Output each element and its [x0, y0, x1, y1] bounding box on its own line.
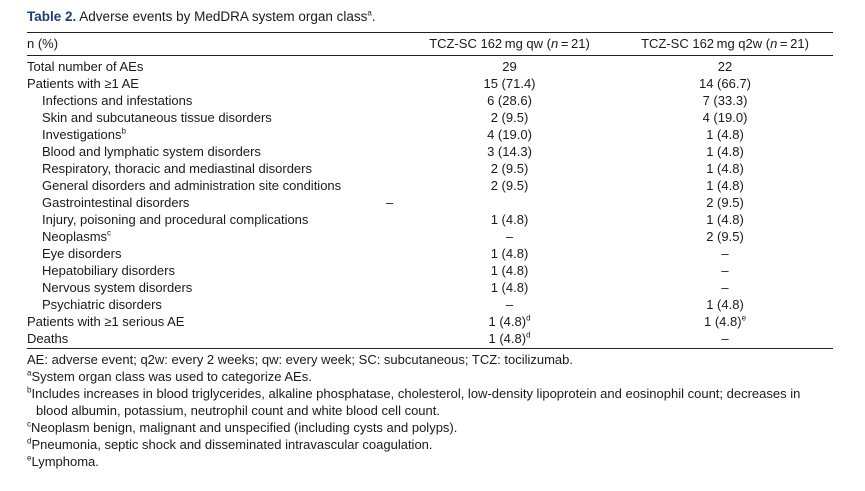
cell-qw: 6 (28.6)	[487, 93, 532, 108]
footnote-abbreviations: AE: adverse event; q2w: every 2 weeks; qw: every week; SC: subcutaneous; TCZ: tocilizumab.	[27, 352, 574, 367]
cell-qw: 2 (9.5)	[490, 161, 529, 176]
cell-q2w: –	[721, 263, 729, 278]
cell-qw: 4 (19.0)	[487, 127, 532, 142]
cell-q2w: 22	[717, 59, 733, 74]
table-row	[27, 211, 833, 228]
cell-q2w: –	[721, 246, 729, 261]
table-footnotes	[27, 351, 833, 470]
cell-q2w: –	[721, 280, 729, 295]
table-row	[27, 92, 833, 109]
row-label: Gastrointestinal disorders	[42, 195, 190, 210]
row-label: Hepatobiliary disorders	[42, 263, 175, 278]
cell-qw: 29	[502, 59, 517, 74]
cell-q2w: 1 (4.8)	[706, 127, 744, 142]
cell-qw: 1 (4.8)	[490, 246, 529, 261]
cell-qw: 1 (4.8)	[490, 212, 529, 227]
row-label: Investigations$^b$	[42, 126, 126, 142]
table-row	[27, 296, 833, 313]
cell-q2w: 1 (4.8)	[706, 297, 744, 312]
cell-q2w: –	[617, 330, 833, 349]
table-row	[27, 330, 833, 349]
cell-q2w: 1 (4.8)	[706, 144, 744, 159]
cell-qw: 1 $(4.8)^d$	[402, 330, 617, 349]
adverse-events-table	[27, 33, 833, 349]
footnote-d: $^d$Pneumonia, septic shock and disseminated intravascular coagulation.	[27, 436, 433, 452]
table-row	[27, 177, 833, 194]
row-label: Infections and infestations	[42, 93, 193, 108]
table-row	[27, 245, 833, 262]
cell-qw: 2 (9.5)	[490, 178, 529, 193]
footnote-mark: e	[741, 313, 747, 323]
footnote-mark: d	[526, 313, 531, 323]
table-caption: Adverse events by MedDRA system organ class	[79, 9, 368, 24]
footnote-b: $^b$Includes increases in blood triglycerides, alkaline phosphatase, cholesterol, low-density lipoprotein and eosinophil count; decreases in blood albumin, potassium, neutrophil count and white blood cell count.	[27, 385, 801, 418]
cell-q2w: 2 (9.5)	[706, 195, 744, 210]
row-label: Neoplasms$^c$	[42, 228, 112, 244]
footnote-e: $^e$Lymphoma.	[27, 453, 99, 469]
row-label: Blood and lymphatic system disorders	[42, 144, 261, 159]
footnote-a: $^a$System organ class was used to categorize AEs.	[27, 368, 312, 384]
table-title: Table 2. Adverse events by MedDRA system organ class$^a$.	[27, 8, 376, 24]
footnote-mark: c	[107, 228, 112, 238]
table-row	[27, 75, 833, 92]
row-label: Nervous system disorders	[42, 280, 193, 295]
table-row	[27, 56, 833, 76]
header-qw: TCZ-SC 162 mg qw (n = 21)	[402, 33, 617, 56]
cell-q2w: 1 (4.8)	[706, 161, 744, 176]
cell-qw: –	[505, 297, 514, 312]
table-row	[27, 160, 833, 177]
header-n-percent: n (%)	[27, 33, 402, 56]
table-row	[27, 126, 833, 143]
footnote-mark: b	[121, 126, 126, 136]
footnote-mark: d	[526, 330, 531, 340]
row-label: Eye disorders	[42, 246, 122, 261]
row-label: Deaths	[27, 330, 402, 349]
row-label: Total number of AEs	[27, 59, 144, 74]
row-label: Respiratory, thoracic and mediastinal disorders	[42, 161, 312, 176]
row-label: General disorders and administration site conditions	[42, 178, 342, 193]
row-label: Patients with ≥1 serious AE	[27, 314, 185, 329]
cell-qw: 1 (4.8)	[490, 263, 529, 278]
cell-qw: 2 (9.5)	[490, 110, 529, 125]
row-label: Psychiatric disorders	[42, 297, 162, 312]
cell-q2w: 4 (19.0)	[702, 110, 748, 125]
table-row	[27, 143, 833, 160]
cell-qw: –	[505, 229, 514, 244]
cell-q2w: 7 (33.3)	[702, 93, 748, 108]
row-label: Patients with ≥1 AE	[27, 76, 139, 91]
cell-qw: 3 (14.3)	[487, 144, 532, 159]
cell-qw: 1 (4.8)	[490, 280, 529, 295]
header-row	[27, 33, 833, 56]
table-row	[27, 279, 833, 296]
cell-q2w: 1 (4.8)	[706, 212, 744, 227]
table-label: Table 2.	[27, 9, 77, 24]
row-label: Injury, poisoning and procedural complications	[42, 212, 309, 227]
cell-q2w: 2 (9.5)	[706, 229, 744, 244]
cell-q2w: 1 (4.8)	[706, 178, 744, 193]
table-row	[27, 194, 833, 211]
table-container	[27, 8, 833, 470]
cell-q2w: 14 (66.7)	[698, 76, 752, 91]
caption-footnote-mark: a	[367, 8, 372, 18]
cell-qw: 15 (71.4)	[483, 76, 536, 91]
row-label: Skin and subcutaneous tissue disorders	[42, 110, 272, 125]
cell-q2w: 1 $(4.8)^e$	[703, 313, 747, 329]
footnote-c: $^c$Neoplasm benign, malignant and unspecified (including cysts and polyps).	[27, 419, 458, 435]
table-row	[27, 109, 833, 126]
table-row	[27, 262, 833, 279]
cell-qw: –	[386, 195, 394, 210]
table-row	[27, 313, 833, 330]
header-q2w: TCZ-SC 162 mg q2w (n = 21)	[617, 33, 833, 56]
table-row	[27, 228, 833, 245]
cell-qw: 1 $(4.8)^d$	[488, 313, 531, 329]
